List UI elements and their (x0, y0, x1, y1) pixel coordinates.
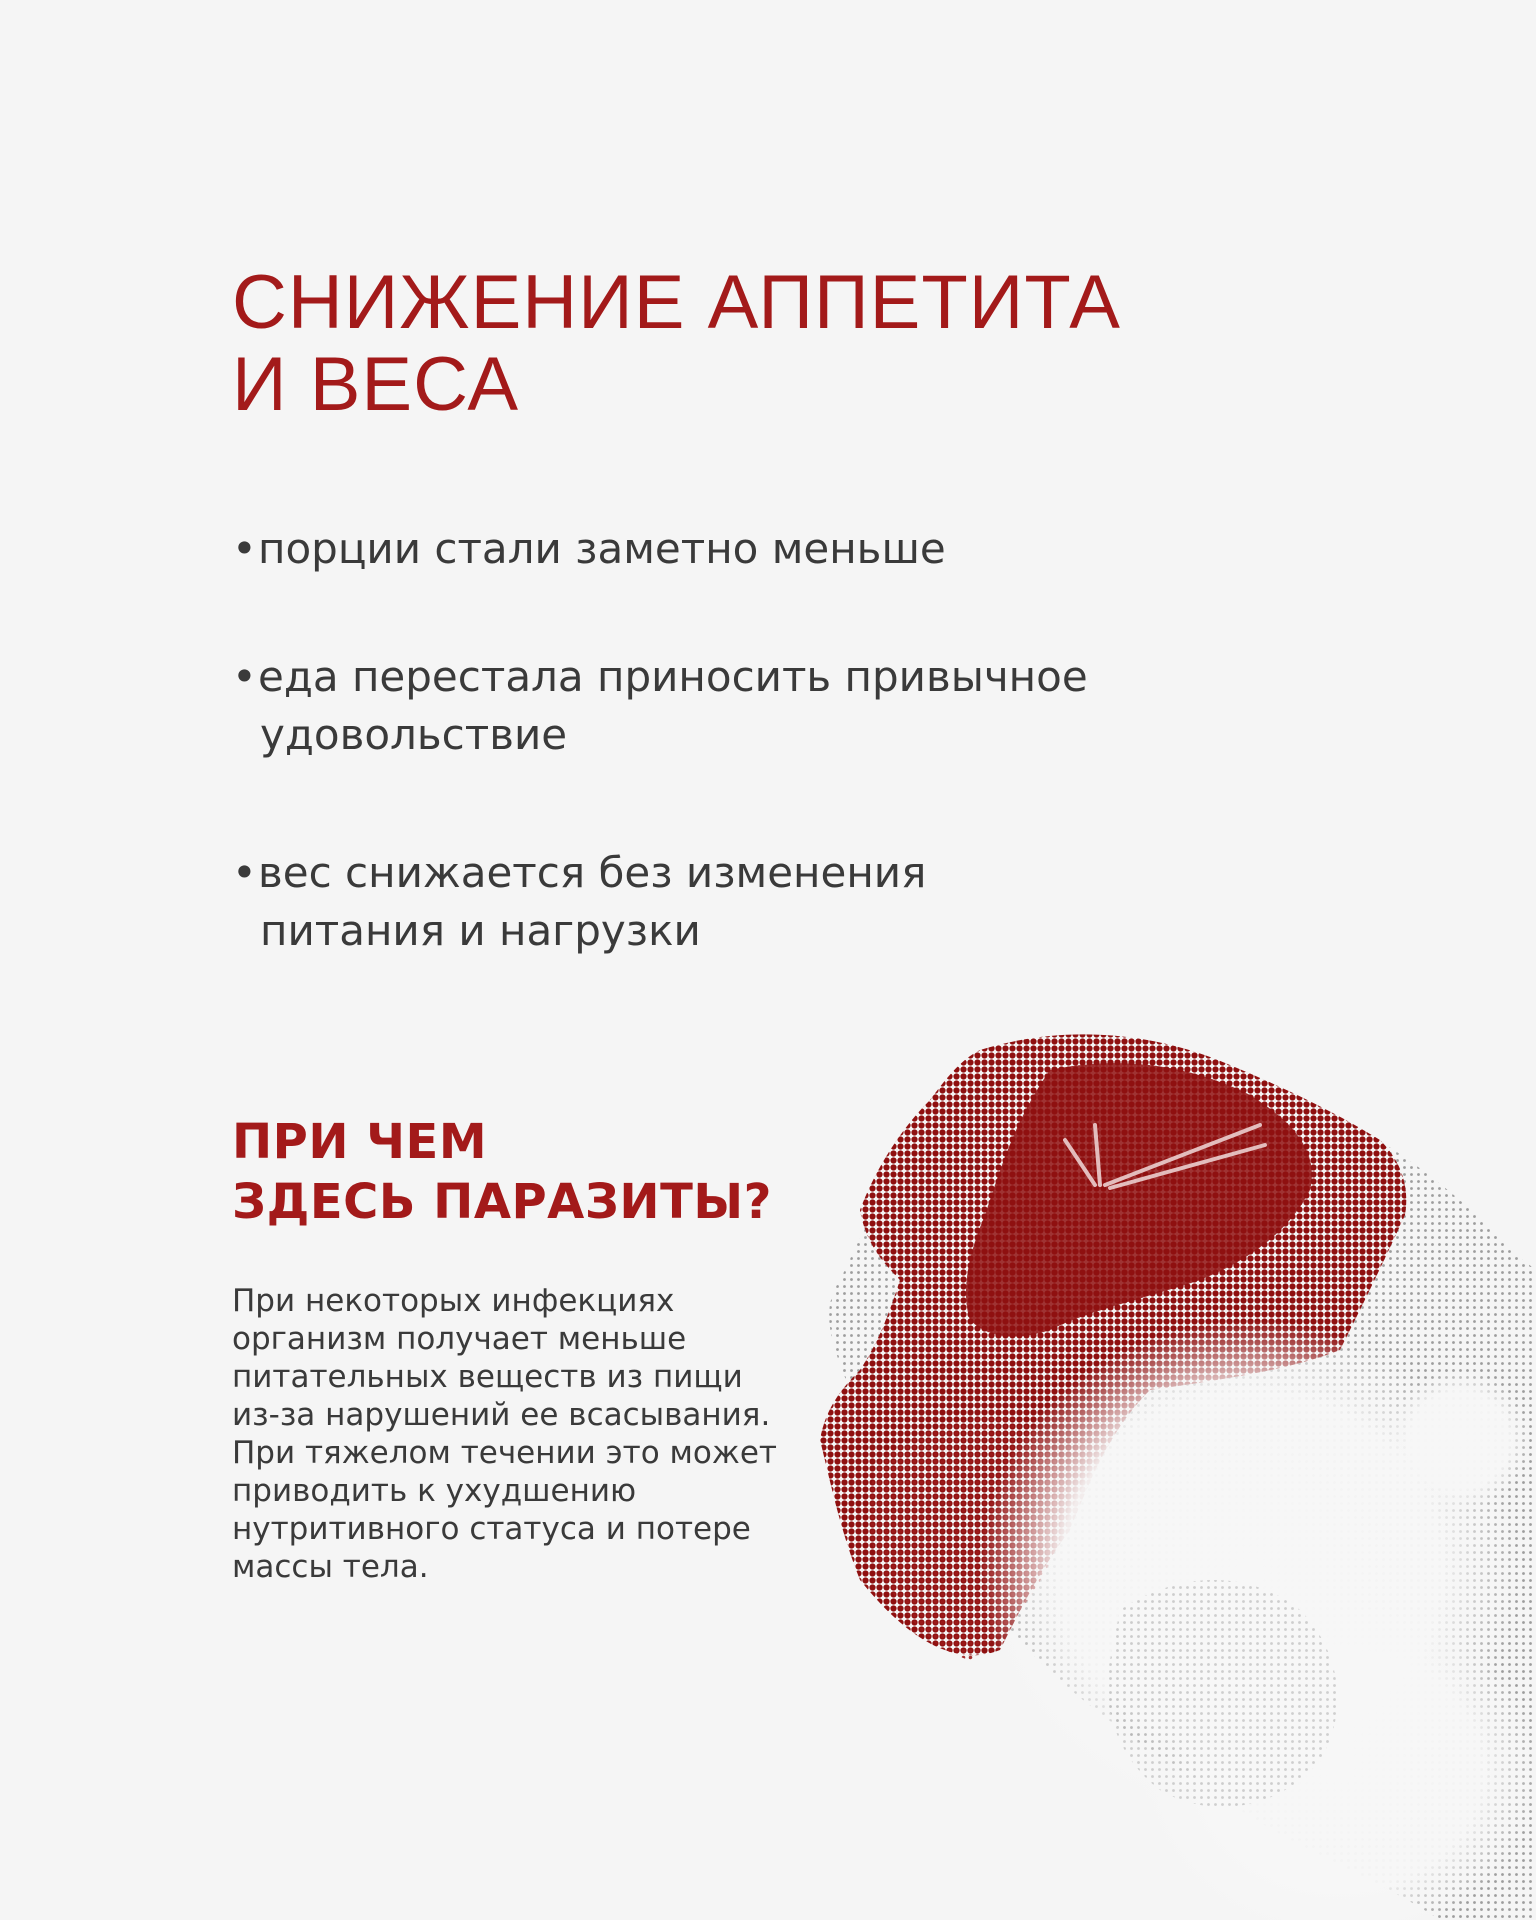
paragraph-line: из-за нарушений ее всасывания. (232, 1397, 771, 1433)
list-item (232, 520, 946, 578)
list-item (232, 844, 926, 960)
title-line-1: СНИЖЕНИЕ АППЕТИТА (232, 260, 1121, 345)
section-heading-line-2: ЗДЕСЬ ПАРАЗИТЫ? (232, 1174, 772, 1230)
paragraph-line: При тяжелом течении это может (232, 1435, 777, 1471)
bullet-dot-icon: • (232, 524, 257, 573)
list-item-text: порции стали заметно меньше (258, 524, 946, 573)
list-item-text: еда перестала приносить привычное (258, 652, 1088, 701)
halftone-plate-icon (820, 1010, 1536, 1920)
paragraph-line: массы тела. (232, 1549, 429, 1585)
section-heading-line-1: ПРИ ЧЕМ (232, 1114, 488, 1170)
list-item-text: питания и нагрузки (260, 906, 701, 955)
paragraph-line: нутритивного статуса и потере (232, 1511, 751, 1547)
section-heading (232, 1112, 772, 1232)
paragraph-line: организм получает меньше (232, 1321, 687, 1357)
bullet-dot-icon: • (232, 652, 257, 701)
title-line-2: И ВЕСА (232, 342, 520, 427)
paragraph-line: питательных веществ из пищи (232, 1359, 743, 1395)
list-item-text: вес снижается без изменения (258, 848, 927, 897)
paragraph-line: При некоторых инфекциях (232, 1283, 675, 1319)
page-title (232, 262, 1121, 426)
paragraph-line: приводить к ухудшению (232, 1473, 637, 1509)
list-item (232, 648, 1088, 764)
list-item-text: удовольствие (260, 710, 568, 759)
bullet-dot-icon: • (232, 848, 257, 897)
explanation-paragraph (232, 1282, 852, 1586)
